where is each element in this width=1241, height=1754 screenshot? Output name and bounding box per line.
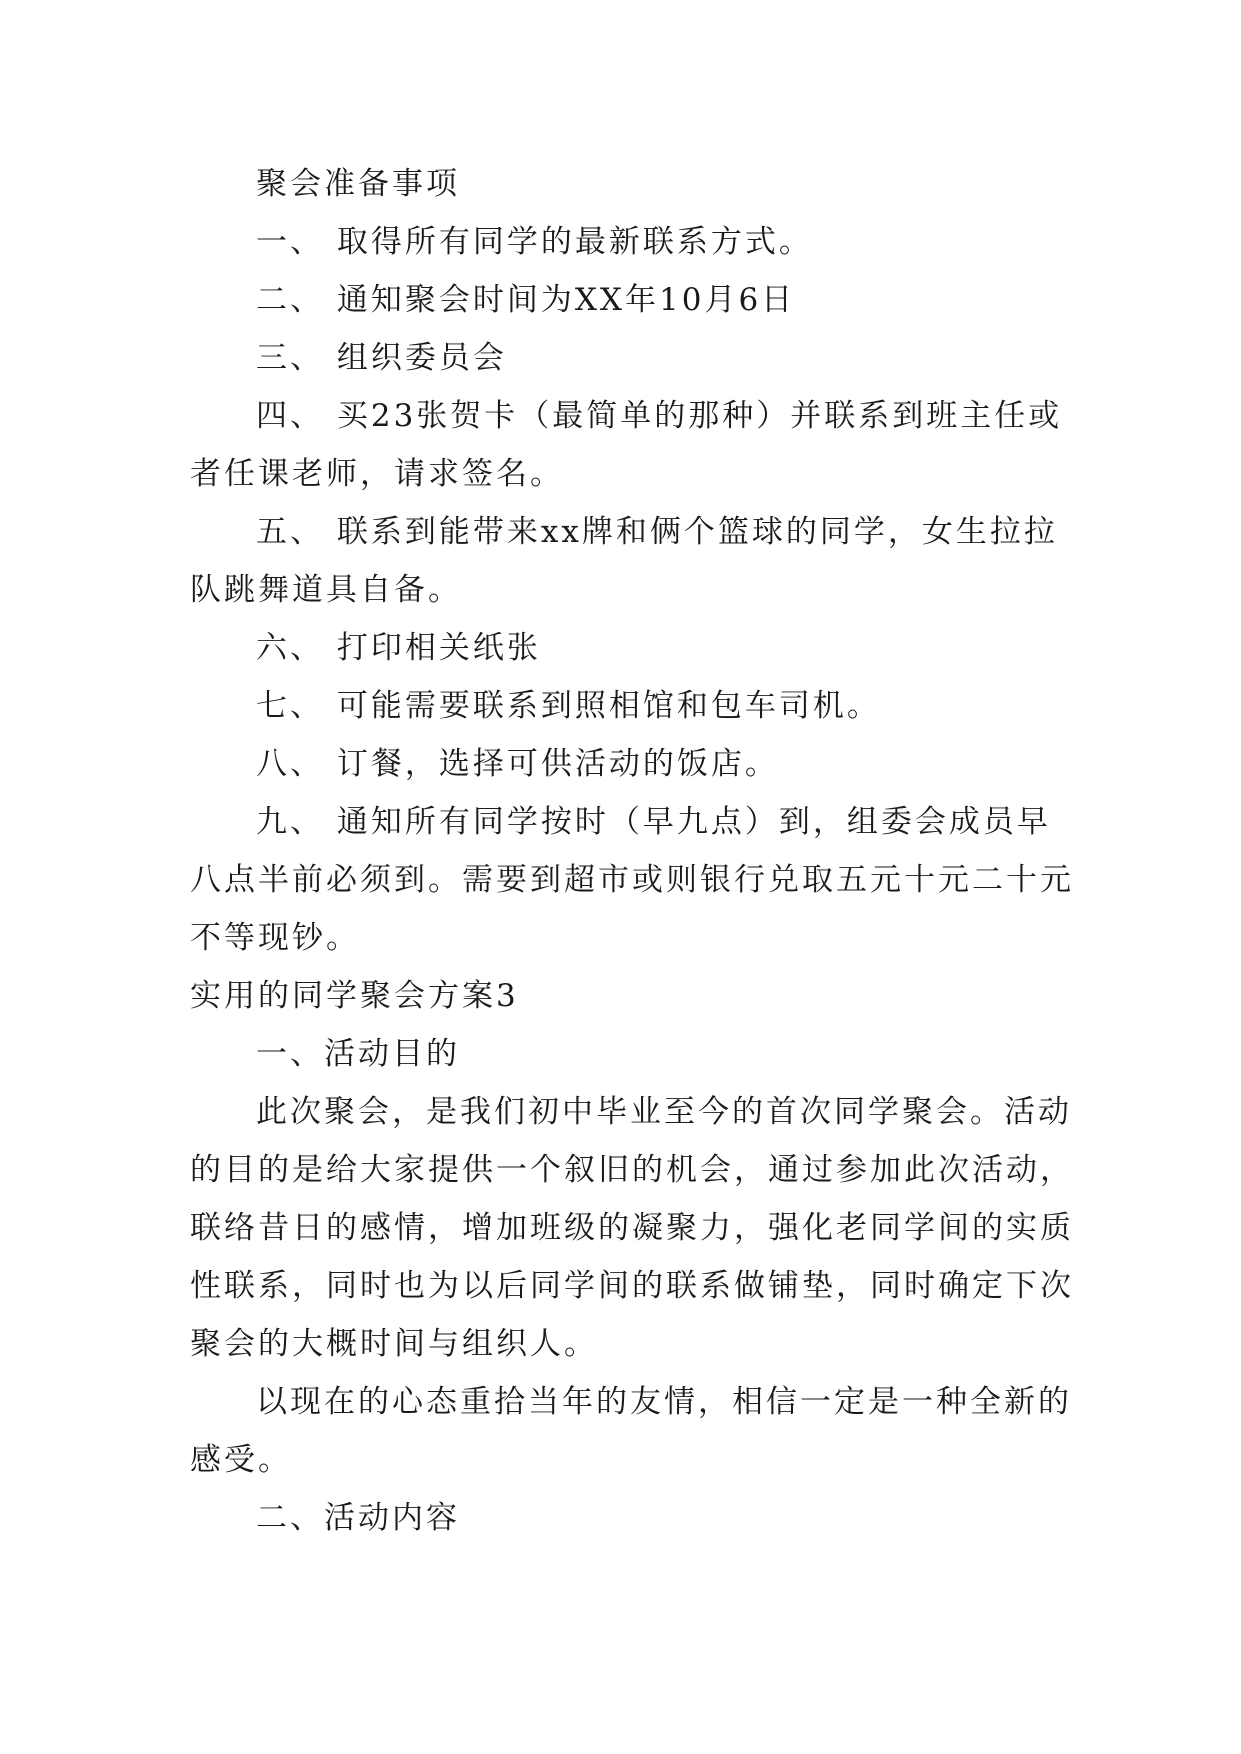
paragraph-line: 联络昔日的感情，增加班级的凝聚力，强化老同学间的实质 [190,1210,1074,1246]
list-item: 三、 组织委员会 [256,340,507,376]
list-item-continued: 队跳舞道具自备。 [190,572,462,608]
list-item: 九、 通知所有同学按时（早九点）到，组委会成员早 [256,804,1051,840]
list-item: 一、 取得所有同学的最新联系方式。 [256,224,813,260]
paragraph-line: 感受。 [190,1442,292,1478]
list-item: 四、 买23张贺卡（最简单的那种）并联系到班主任或 [256,398,1063,434]
list-item: 六、 打印相关纸张 [256,630,541,666]
list-item: 八、 订餐，选择可供活动的饭店。 [256,746,779,782]
section-heading: 聚会准备事项 [256,166,460,202]
list-item: 二、 通知聚会时间为XX年10月6日 [256,282,796,318]
section-heading: 二、活动内容 [256,1500,460,1536]
list-item: 七、 可能需要联系到照相馆和包车司机。 [256,688,881,724]
paragraph-line: 聚会的大概时间与组织人。 [190,1326,598,1362]
list-item-continued: 不等现钞。 [190,920,360,956]
paragraph-line: 的目的是给大家提供一个叙旧的机会，通过参加此次活动， [190,1152,1074,1188]
section-heading: 一、活动目的 [256,1036,460,1072]
list-item-continued: 者任课老师，请求签名。 [190,456,564,492]
paragraph-line: 此次聚会，是我们初中毕业至今的首次同学聚会。活动 [256,1094,1072,1130]
document-title: 实用的同学聚会方案3 [190,978,519,1014]
list-item: 五、 联系到能带来xx牌和俩个篮球的同学，女生拉拉 [256,514,1058,550]
paragraph-line: 性联系，同时也为以后同学间的联系做铺垫，同时确定下次 [190,1268,1074,1304]
paragraph-line: 以现在的心态重拾当年的友情，相信一定是一种全新的 [256,1384,1072,1420]
list-item-continued: 八点半前必须到。需要到超市或则银行兑取五元十元二十元 [190,862,1074,898]
